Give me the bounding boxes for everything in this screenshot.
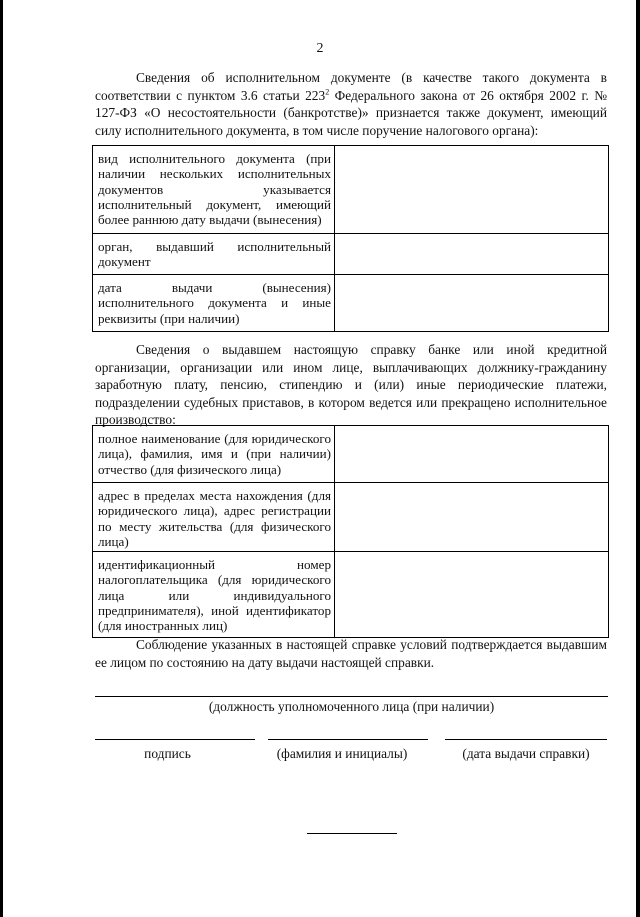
table-row: [93, 483, 609, 552]
table-row: [93, 552, 609, 638]
tax-id-value[interactable]: [335, 552, 608, 562]
tax-id-value-cell[interactable]: [335, 552, 609, 638]
document-type-value-cell[interactable]: [335, 146, 609, 234]
issuer-intro: Сведения о выдавшем настоящую справку банке или иной кредитной организации, организации или ином лице, выплачивающих должнику-гражданину заработную плату, пенсию, стипендию и (или) иные периодические платежи, подразделении судебных приставов, в котором ведется или прекращено исполнительное производство:: [95, 342, 607, 427]
executive-document-intro: [95, 69, 607, 139]
document-type-label: вид исполнительного документа (при наличии нескольких исполнительных документов указывается исполнительный документ, имеющий более раннюю дату выдачи (вынесения): [98, 151, 331, 228]
scan-edge-left: [0, 0, 3, 917]
issuing-authority-label: орган, выдавший исполнительный документ: [98, 239, 331, 270]
full-name-label: полное наименование (для юридического лица), фамилия, имя и (при наличии) отчество (для физического лица): [98, 431, 331, 477]
full-name-value-cell[interactable]: [335, 426, 609, 483]
intro-text-part1: Сведения об исполнительном документе (в качестве такого документа в соответствии с пунктом 3.6 статьи 223: [95, 70, 607, 103]
signature-caption: подпись: [144, 746, 191, 761]
name-line[interactable]: [268, 739, 428, 740]
executive-document-table: [92, 145, 609, 332]
date-line[interactable]: [445, 739, 607, 740]
footer-rule: [307, 833, 397, 834]
row-label-cell: [93, 426, 335, 483]
position-line[interactable]: [95, 696, 608, 697]
table-row: [93, 426, 609, 483]
row-label-cell: [93, 234, 335, 275]
position-caption: (должность уполномоченного лица (при наличии): [208, 699, 495, 714]
issue-date-value[interactable]: [335, 275, 608, 285]
address-label: адрес в пределах места нахождения (для юридического лица), адрес регистрации по месту жительства (для физического лица): [98, 488, 331, 549]
document-type-value[interactable]: [335, 146, 608, 156]
date-caption: (дата выдачи справки): [462, 746, 590, 761]
issuer-table: [92, 425, 609, 638]
row-label-cell: [93, 552, 335, 638]
address-value[interactable]: [335, 483, 608, 493]
name-caption: (фамилия и инициалы): [276, 746, 408, 761]
table-row: [93, 275, 609, 332]
intro-text-part2: Федерального закона от 26 октября 2002 г. № 127-ФЗ «О несостоятельности (банкротстве)» признается также документ, имеющий силу исполнительного документа, в том числе поручение налогового органа):: [95, 87, 607, 138]
table-row: [93, 234, 609, 275]
confirmation-text: Соблюдение указанных в настоящей справке условий подтверждается выдавшим ее лицом по состоянию на дату выдачи настоящей справки.: [95, 637, 607, 670]
table-row: [93, 146, 609, 234]
issuing-authority-value-cell[interactable]: [335, 234, 609, 275]
row-label-cell: [93, 275, 335, 332]
tax-id-label: идентификационный номер налогоплательщика (для юридического лица или индивидуального предпринимателя), иной идентификатор (для иностранных лиц): [98, 557, 331, 634]
page-number: 2: [316, 41, 324, 56]
issue-date-label: дата выдачи (вынесения) исполнительного документа и иные реквизиты (при наличии): [98, 280, 331, 326]
row-label-cell: [93, 146, 335, 234]
signature-line[interactable]: [95, 739, 255, 740]
full-name-value[interactable]: [335, 426, 608, 436]
scan-edge-right: [636, 0, 640, 917]
issue-date-value-cell[interactable]: [335, 275, 609, 332]
row-label-cell: [93, 483, 335, 552]
issuing-authority-value[interactable]: [335, 234, 608, 244]
address-value-cell[interactable]: [335, 483, 609, 552]
intro-superscript: 2: [325, 87, 330, 97]
